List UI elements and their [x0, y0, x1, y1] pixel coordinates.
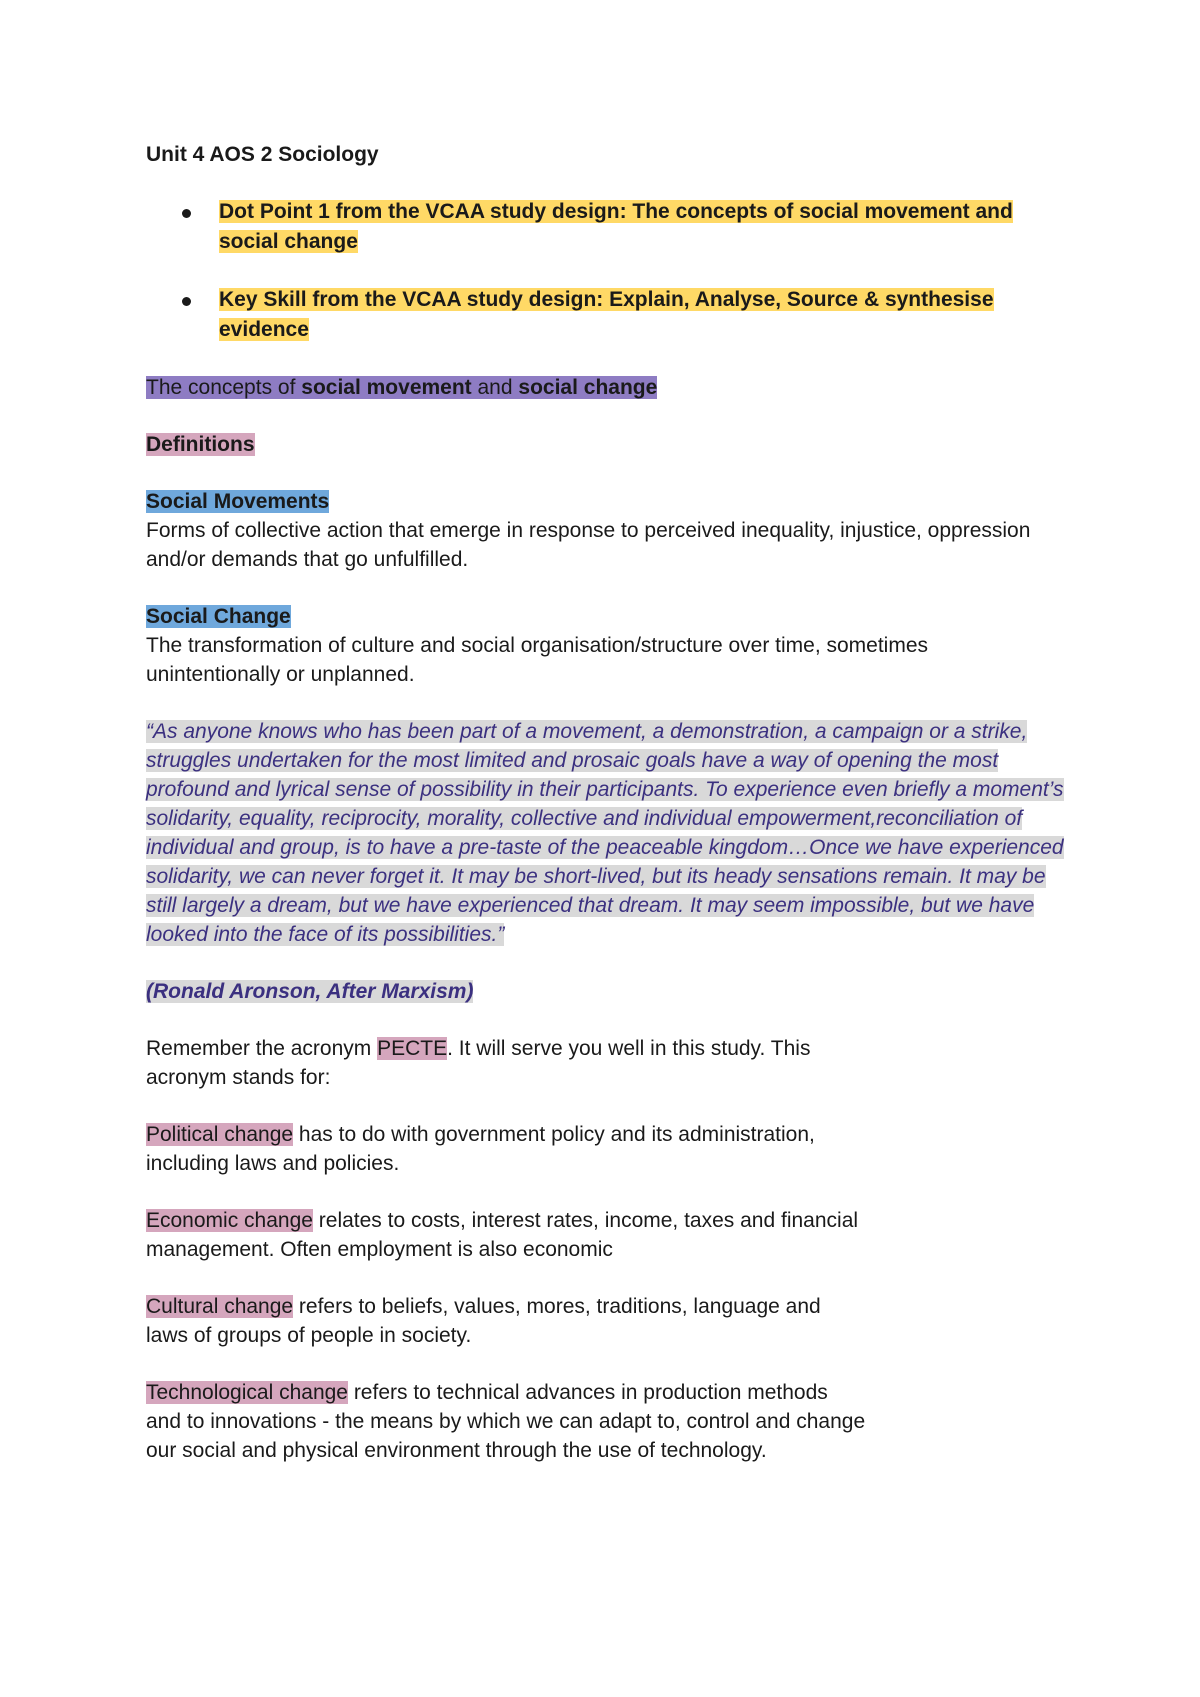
change-text: refers to technical advances in production methods and to innovations - the means by which we can adapt to, control and change our social and physical environment through the use of technology.	[146, 1381, 866, 1462]
definition-text: The transformation of culture and social organisation/structure over time, sometimes unintentionally or unplanned.	[146, 634, 929, 686]
bullet-icon	[182, 297, 191, 306]
definition-social-movements	[146, 487, 1066, 574]
change-political	[146, 1120, 866, 1178]
change-text: relates to costs, interest rates, income, taxes and financial management. Often employment is also economic	[146, 1209, 859, 1261]
change-text: has to do with government policy and its administration, including laws and policies.	[146, 1123, 815, 1175]
bullet-text: Key Skill from the VCAA study design: Explain, Analyse, Source & synthesise evidence	[219, 288, 994, 341]
change-term: Economic change	[146, 1209, 313, 1232]
change-term: Cultural change	[146, 1295, 294, 1318]
acronym-word: PECTE	[377, 1037, 448, 1060]
definitions-heading-text: Definitions	[146, 433, 255, 456]
definition-term: Social Change	[146, 605, 291, 628]
heading-term-social-movement: social movement	[301, 376, 472, 399]
change-technological	[146, 1378, 866, 1465]
definition-text: Forms of collective action that emerge in response to perceived inequality, injustice, oppression and/or demands that go unfulfilled.	[146, 519, 1031, 571]
document-body	[146, 140, 1066, 1493]
heading-text: and	[471, 376, 519, 399]
document-title: Unit 4 AOS 2 Sociology	[146, 143, 379, 166]
heading-text: The concepts of	[146, 376, 302, 399]
change-cultural	[146, 1292, 866, 1350]
acronym-text: Remember the acronym	[146, 1037, 378, 1060]
study-design-bullet	[146, 285, 1066, 345]
bullet-icon	[182, 209, 191, 218]
quote-citation	[146, 977, 1066, 1006]
quote-block	[146, 717, 1066, 949]
heading-term-social-change: social change	[518, 376, 658, 399]
acronym-text: . It will serve you well in this study. This acronym stands for:	[146, 1037, 811, 1089]
change-term: Technological change	[146, 1381, 348, 1404]
definitions-heading	[146, 430, 1066, 459]
section-heading-highlight	[146, 376, 657, 399]
bullet-text: Dot Point 1 from the VCAA study design: The concepts of social movement and social change	[219, 200, 1013, 253]
study-design-bullet	[146, 197, 1066, 257]
study-design-list	[146, 197, 1066, 345]
change-term: Political change	[146, 1123, 294, 1146]
section-heading	[146, 373, 1066, 402]
change-text: refers to beliefs, values, mores, traditions, language and laws of groups of people in society.	[146, 1295, 821, 1347]
definition-term: Social Movements	[146, 490, 330, 513]
citation-text: (Ronald Aronson, After Marxism)	[146, 980, 474, 1003]
change-economic	[146, 1206, 866, 1264]
quote-text: “As anyone knows who has been part of a movement, a demonstration, a campaign or a strike, struggles undertaken for the most limited and prosaic goals have a way of opening the most profound and lyrical sense of possibility in their participants. To experience even briefly a moment’s solidarity, equality, reciprocity, morality, collective and individual empowerment,reconciliation of individual and group, is to have a pre-taste of the peaceable kingdom…Once we have experienced solidarity, we can never forget it. It may be short-lived, but its heady sensations remain. It may be still largely a dream, but we have experienced that dream. It may seem impossible, but we have looked into the face of its possibilities.”	[146, 720, 1064, 946]
acronym-intro	[146, 1034, 866, 1092]
definition-social-change	[146, 602, 1066, 689]
